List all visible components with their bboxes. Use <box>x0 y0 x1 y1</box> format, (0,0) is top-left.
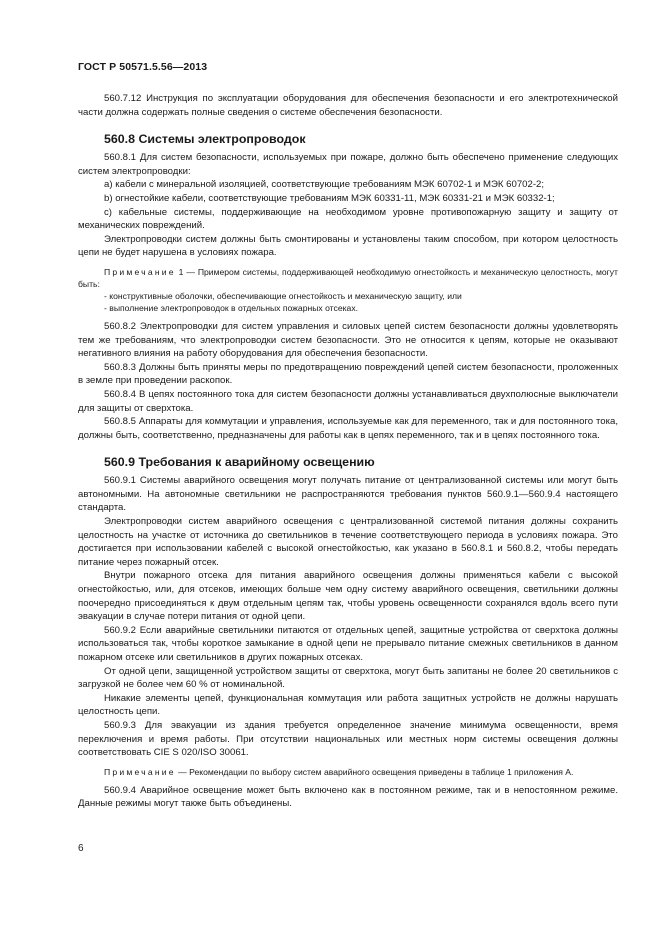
note <box>78 766 618 778</box>
paragraph: Электропроводки систем должны быть смонтированы и установлены таким способом, при котором целостность цепи не будет нарушена в условиях пожара. <box>78 233 618 259</box>
paragraph: 560.9.1 Системы аварийного освещения могут получать питание от централизованной системы или могут быть автономными. На автономные светильники не распространяются требования пунктов 560.9.1—560.9.4 настоящего стандарта. <box>78 475 618 514</box>
note <box>78 266 618 290</box>
paragraph: 560.7.12 Инструкция по эксплуатации оборудования для обеспечения безопасности и его электротехнической части должна содержать полные сведения о системе обеспечения безопасности. <box>78 93 618 118</box>
note-label: Примечание <box>104 766 176 777</box>
paragraph: 560.9.2 Если аварийные светильники питаются от отдельных цепей, защитные устройства от сверхтока должны использоваться так, чтобы короткое замыкание в одной цепи не прерывало питание смежных светильников в данном пожарном отсеке или светильников в других пожарных отсеках. <box>78 624 618 663</box>
paragraph: 560.8.2 Электропроводки для систем управления и силовых цепей систем безопасности должны удовлетворять тем же требованиям, что электропроводки систем безопасности. Это не относится к цепям, которые не оказывают негативного влияния на работу оборудования для обеспечения безопасности. <box>78 320 618 360</box>
spacer <box>78 119 618 131</box>
paragraph: Электропроводки систем аварийного освещения с централизованной системой питания должны сохранить целостность на участке от источника до светильников в течение соответствующего периода в условиях пожара. Это достигается при использовании кабелей с высокой огнестойкостью, как указано в 560.8.1 и 560.8.2, чтобы передать питание через пожарный отсек. <box>78 516 618 568</box>
paragraph: 560.8.4 В цепях постоянного тока для систем безопасности должны устанавливаться двухполюсные выключатели для защиты от сверхтока. <box>78 388 618 414</box>
paragraph: c) кабельные системы, поддерживающие на необходимом уровне противопожарную защиту и защиту от механических повреждений. <box>78 206 618 232</box>
section-heading: 560.9 Требования к аварийному освещению <box>104 455 375 470</box>
list-item: a) кабели с минеральной изоляцией, соответствующие требованиям МЭК 60702-1 и МЭК 60702-2; <box>104 179 545 191</box>
note-label: Примечание <box>104 266 176 277</box>
page-body <box>78 92 618 811</box>
paragraph: 560.8.3 Должны быть приняты меры по предотвращению повреждений цепей систем безопасности, проложенных в земле при проведении раскопок. <box>78 361 618 387</box>
document-code: ГОСТ Р 50571.5.56—2013 <box>78 61 208 73</box>
paragraph: 560.8.1 Для систем безопасности, используемых при пожаре, должно быть обеспечено применение следующих систем электропроводки: <box>78 152 618 177</box>
paragraph: Внутри пожарного отсека для питания аварийного освещения должны применяться кабели с высокой огнестойкостью, или, для отсеков, имеющих больше чем одну систему аварийного освещения, светильники должны поочередно присоединяться к двум отдельным цепям так, чтобы уровень освещенности сохранялся вдоль всего пути эвакуации в случае потери питания от одной цепи. <box>78 570 618 623</box>
paragraph: 560.9.3 Для эвакуации из здания требуется определенное значение минимума освещенности, время переключения и время работы. При отсутствии национальных или местных норм системы освещения должны соответствовать CIE S 020/ISO 30061. <box>78 719 618 759</box>
paragraph: От одной цепи, защищенной устройством защиты от сверхтока, могут быть запитаны не более 20 светильников с загрузкой не более чем 60 % от номинальной. <box>78 665 618 691</box>
note-text: — Рекомендации по выбору систем аварийного освещения приведены в таблице 1 приложения А. <box>175 766 574 777</box>
note-list-item: - выполнение электропроводок в отдельных пожарных отсеках. <box>104 302 359 313</box>
note-list-item: - конструктивные оболочки, обеспечивающие огнестойкость и механическую защиту, или <box>104 290 462 301</box>
list-item: b) огнестойкие кабели, соответствующие требованиям МЭК 60331-11, МЭК 60331-21 и МЭК 60332-1; <box>104 192 555 204</box>
page-number: 6 <box>78 843 84 854</box>
note-text: 1 — Примером системы, поддерживающей необходимую огнестойкость и механическую целостность, могут быть: <box>78 266 618 289</box>
spacer <box>78 442 618 454</box>
section-heading: 560.8 Системы электропроводок <box>104 132 306 147</box>
paragraph: Никакие элементы цепей, функциональная коммутация или работа защитных устройств не должны нарушать целостность цепи. <box>78 692 618 718</box>
paragraph: 560.8.5 Аппараты для коммутации и управления, используемые как для переменного, так и для постоянного тока, должны быть, соответственно, предназначены для работы как в цепях переменного, так и в цепях постоянного тока. <box>78 416 618 441</box>
paragraph: 560.9.4 Аварийное освещение может быть включено как в постоянном режиме, так и в непостоянном режиме. Данные режимы могут также быть объединены. <box>78 784 618 810</box>
